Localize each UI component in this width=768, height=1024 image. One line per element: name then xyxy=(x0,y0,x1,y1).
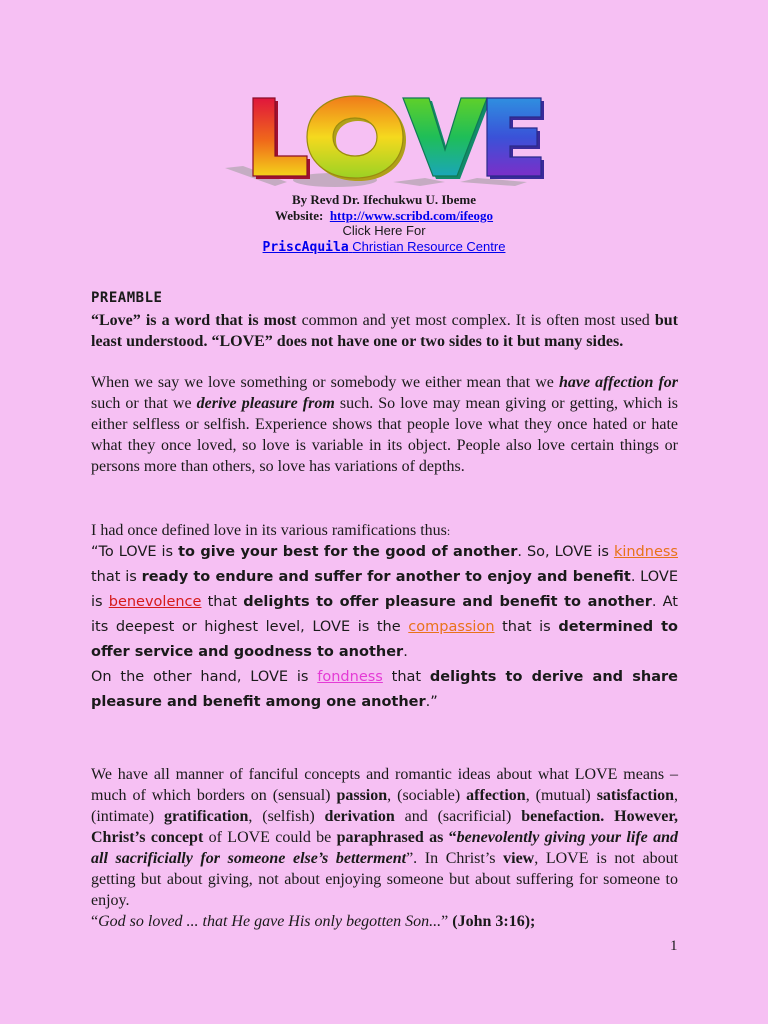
website-link[interactable]: http://www.scribd.com/ifeogo xyxy=(329,208,494,223)
word-fondness: fondness xyxy=(317,669,383,685)
preamble-heading: PREAMBLE xyxy=(91,290,163,306)
website-line xyxy=(0,208,768,224)
love-logo xyxy=(215,90,545,190)
logo-letter-l xyxy=(253,98,310,179)
logo-letter-o xyxy=(307,96,406,181)
scripture-line: “God so loved ... that He gave His only begotten Son...” (John 3:16); xyxy=(91,913,536,930)
word-compassion: compassion xyxy=(408,619,495,635)
paragraph-3: I had once defined love in its various ramifications thus: xyxy=(91,522,451,539)
resource-centre-link[interactable] xyxy=(0,239,768,255)
word-kindness: kindness xyxy=(613,544,678,560)
paragraph-2: When we say we love something or somebody we either mean that we have affection for such or that we derive pleasure from such. So love may mean giving or getting, which is either selfless or selfish. Experience shows that people love what they once hated or hate what they once loved, so love is variable in its object. People also love certain things or persons more than others, so love has variations of depths. xyxy=(91,374,679,475)
website-label: Website: xyxy=(274,208,324,223)
resource-rest: Christian Resource Centre xyxy=(352,239,506,254)
resource-name: PriscAquila xyxy=(262,240,349,255)
logo-letter-e xyxy=(487,98,544,179)
click-here-text: Click Here For xyxy=(342,223,426,238)
logo-letter-v xyxy=(403,98,490,179)
author-byline: By Revd Dr. Ifechukwu U. Ibeme xyxy=(291,192,477,207)
page-number: 1 xyxy=(670,938,678,954)
paragraph-1: “Love” is a word that is most common and yet most complex. It is often most used but least understood. “LOVE” does not have one or two sides to it but many sides. xyxy=(91,312,678,350)
love-definition-quote: “To LOVE is to give your best for the good of another. So, LOVE is kindness that is ready to endure and suffer for another to enjoy and benefit. LOVE is benevolence that delights to offer pleasure and benefit to another. At its deepest or highest level, LOVE is the compassion that is determined to offer service and goodness to another. On the other hand, LOVE is fondness that delights to derive and share pleasure and benefit among one another.” xyxy=(91,544,678,710)
paragraph-4: We have all manner of fanciful concepts and romantic ideas about what LOVE means – much of which borders on (sensual) passion, (sociable) affection, (mutual) satisfaction, (intimate) gratification, (selfish) derivation and (sacrificial) benefaction. However, Christ’s concept of LOVE could be paraphrased as “benevolently giving your life and all sacrificially for someone else’s betterment”. In Christ’s view, LOVE is not about getting but about giving, not about enjoying someone but about suffering for someone to enjoy. xyxy=(91,766,679,909)
word-benevolence: benevolence xyxy=(108,594,202,610)
